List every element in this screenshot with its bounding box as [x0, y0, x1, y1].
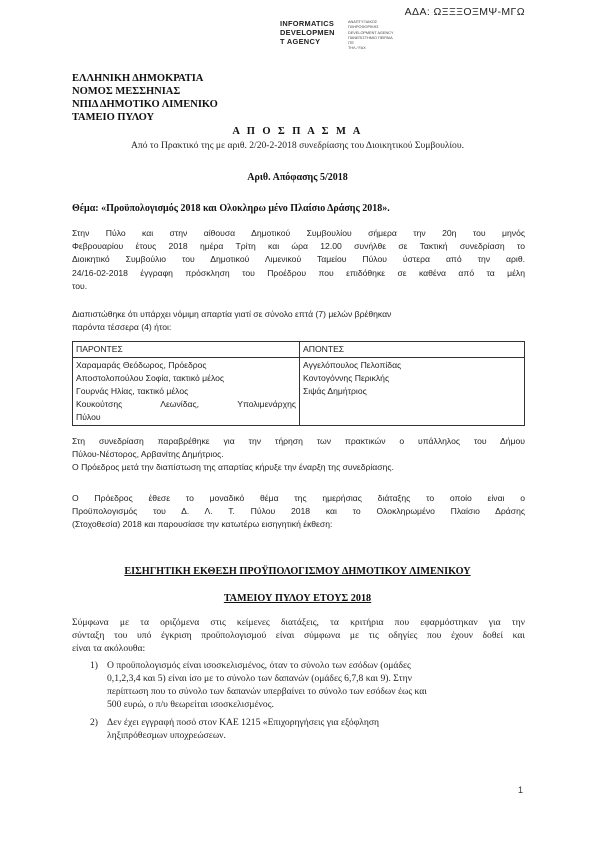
- attendance-body-row: [73, 358, 525, 426]
- absent-member: Σιψάς Δημήτριος: [303, 386, 367, 396]
- report-intro-line-1: Σύμφωνα με τα οριζόμενα στις κείμενες διατάξεις, τα κριτήρια που εφαρμόστηκαν για την: [72, 617, 525, 628]
- intro-line-1: Στην Πύλο και στην αίθουσα Δημοτικού Συμβουλίου σήμερα την 20η του μηνός: [72, 228, 525, 238]
- list-text-line: 0,1,2,3,4 και 5) είναι ίσο με το σύνολο των δαπανών (ομάδες 6,7,8 και 9). Στην: [107, 673, 412, 684]
- subject-line: Θέμα: «Προϋπολογισμός 2018 και Ολοκληρω μένο Πλαίσιο Δράσης 2018».: [72, 203, 390, 214]
- logo-small-line-1: ΑΝΑΠΤΥΞΙΑΚΟΣ: [348, 20, 378, 24]
- logo-small-line-4: ΠΑΝΕΠΙΣΤΗΜΙΟ ΠΕΙΡΑΙΑ: [348, 35, 393, 40]
- present-member: Γουρνάς Ηλίας, τακτικό μέλος: [76, 386, 189, 396]
- report-intro: [72, 616, 525, 655]
- logo-small-print: [348, 20, 394, 52]
- absent-member: Αγγελόπουλος Πελοπίδας: [303, 360, 402, 370]
- issuer-line-2: ΝΟΜΟΣ ΜΕΣΣΗΝΙΑΣ: [72, 86, 181, 97]
- minutes-paragraph: [72, 435, 525, 461]
- list-item-1: [90, 659, 520, 715]
- absent-header: ΑΠΟΝΤΕΣ: [300, 342, 525, 358]
- minutes-line-2: Πύλου-Νέστορος, Αρβανίτης Δημήτριος.: [72, 449, 224, 460]
- attendance-header-row: [73, 342, 525, 358]
- quorum-paragraph: [72, 308, 525, 334]
- issuer-line-1: ΕΛΛΗΝΙΚΗ ΔΗΜΟΚΡΑΤΙΑ: [72, 73, 204, 84]
- logo-small-line-2: ΠΛΗΡΟΦΟΡΙΚΗΣ: [348, 25, 379, 30]
- logo-line-2: DEVELOPMEN: [280, 28, 335, 37]
- logo-small-line-6: ΤΗΛ / FAX: [348, 46, 366, 51]
- present-member: Πύλου: [76, 412, 101, 422]
- report-intro-line-2: σύνταξη του υπό έγκριση προϋπολογισμού είναι σύμφωνα με τις οδηγίες που έχουν δοθεί και: [72, 630, 525, 641]
- list-text-line: περίπτωση που το σύνολο των δαπανών υπερβαίνει το σύνολο των εσόδων έως και: [107, 686, 427, 697]
- list-text: [107, 659, 519, 711]
- logo-line-3: T AGENCY: [280, 37, 321, 46]
- logo-wordmark: [280, 19, 335, 46]
- issuer-line-3: ΝΠΙΔ ΔΗΜΟΤΙΚΟ ΛΙΜΕΝΙΚΟ: [72, 99, 218, 110]
- present-header: ΠΑΡΟΝΤΕΣ: [73, 342, 300, 358]
- issuer-line-4: ΤΑΜΕΙΟ ΠΥΛΟΥ: [72, 112, 155, 123]
- logo-line-1: INFORMATICS: [280, 19, 335, 28]
- agenda-line-2: Προϋπολογισμός του Δ. Λ. Τ. Πύλου 2018 και το Ολοκληρωμένο Πλαίσιο Δράσης: [72, 506, 525, 517]
- document-title: Α Π Ο Σ Π Α Σ Μ Α: [232, 126, 363, 137]
- list-number: 2): [90, 717, 98, 728]
- quorum-line-2: παρόντα τέσσερα (4) ήτοι:: [72, 322, 172, 333]
- list-text: [107, 716, 519, 742]
- agenda-line-1: Ο Πρόεδρος έθεσε το μοναδικό θέμα της ημερήσιας διάταξης το οποίο είναι ο: [72, 493, 525, 503]
- intro-line-2: Φεβρουαρίου έτους 2018 ημέρα Τρίτη και ώρα 12.00 συνήλθε σε Τακτική συνεδρίαση το: [72, 241, 525, 252]
- list-text-line: ληξιπρόθεσμων υποχρεώσεων.: [107, 730, 226, 741]
- intro-line-5: του.: [72, 280, 88, 291]
- present-member: Χαραμαράς Θεόδωρος, Πρόεδρος: [76, 360, 207, 370]
- list-text-line: Ο προϋπολογισμός είναι ισοσκελισμένος, όταν το σύνολο των εσόδων (ομάδες: [107, 660, 411, 671]
- report-intro-line-3: είναι τα ακόλουθα:: [72, 643, 146, 654]
- ada-code: ΑΔΑ: ΩΞΞΞΟΞΜΨ-ΜΓΩ: [404, 6, 525, 18]
- report-heading-line-2: ΤΑΜΕΙΟΥ ΠΥΛΟΥ ΕΤΟΥΣ 2018: [223, 593, 372, 604]
- list-item-2: [90, 716, 520, 746]
- page-number: 1: [518, 785, 524, 795]
- report-heading-line-1: ΕΙΣΗΓΗΤΙΚΗ ΕΚΘΕΣΗ ΠΡΟΫΠΟΛΟΓΙΣΜΟΥ ΔΗΜΟΤΙΚΟΥ ΛΙΜΕΝΙΚΟΥ: [124, 566, 471, 577]
- present-member: Αποστολοπούλου Σοφία, τακτικό μέλος: [76, 373, 225, 383]
- document-subtitle: Από το Πρακτικό της με αριθ. 2/20-2-2018 συνεδρίασης του Διοικητικού Συμβουλίου.: [130, 140, 465, 151]
- present-cell: [73, 358, 300, 426]
- intro-line-4: 24/16-02-2018 έγγραφη πρόσκληση του Προέδρου που επιδόθηκε σε καθένα από τα μέλη: [72, 267, 525, 278]
- minutes-line-1: Στη συνεδρίαση παραβρέθηκε για την τήρηση των πρακτικών ο υπάλληλος του Δήμου: [72, 436, 525, 446]
- agenda-line-3: (Στοχοθεσία) 2018 και παρουσίασε την κατωτέρω εισηγητική έκθεση:: [72, 519, 333, 530]
- decision-number: Αριθ. Απόφασης 5/2018: [247, 172, 348, 183]
- agenda-paragraph: [72, 492, 525, 532]
- list-text-line: 500 ευρώ, ο π/υ θεωρείται ισοσκελισμένος.: [107, 699, 274, 710]
- logo-small-line-5: ΙΤΕ: [348, 41, 354, 46]
- intro-line-3: Διοικητικό Συμβούλιο του Δημοτικού Λιμενικού Ταμείου Πύλου ύστερα από την αριθ.: [72, 254, 525, 265]
- intro-paragraph: [72, 227, 525, 293]
- present-member: Κουκούτσης Λεωνίδας, Υπολιμενάρχης: [76, 399, 296, 409]
- attendance-table: [72, 341, 525, 426]
- list-number: 1): [90, 660, 98, 671]
- absent-cell: [300, 358, 525, 426]
- opening-paragraph: Ο Πρόεδρος μετά την διαπίστωση της απαρτίας κήρυξε την έναρξη της συνεδρίασης.: [72, 462, 394, 472]
- list-text-line: Δεν έχει εγγραφή ποσό στον ΚΑΕ 1215 «Επιχορηγήσεις για εξόφληση: [107, 717, 380, 728]
- logo-small-line-3: DEVELOPMENT AGENCY: [348, 30, 394, 35]
- quorum-line-1: Διαπιστώθηκε ότι υπάρχει νόμιμη απαρτία γιατί σε σύνολο επτά (7) μελών βρέθηκαν: [72, 309, 392, 319]
- absent-member: Κοντογόννης Περικλής: [303, 373, 390, 383]
